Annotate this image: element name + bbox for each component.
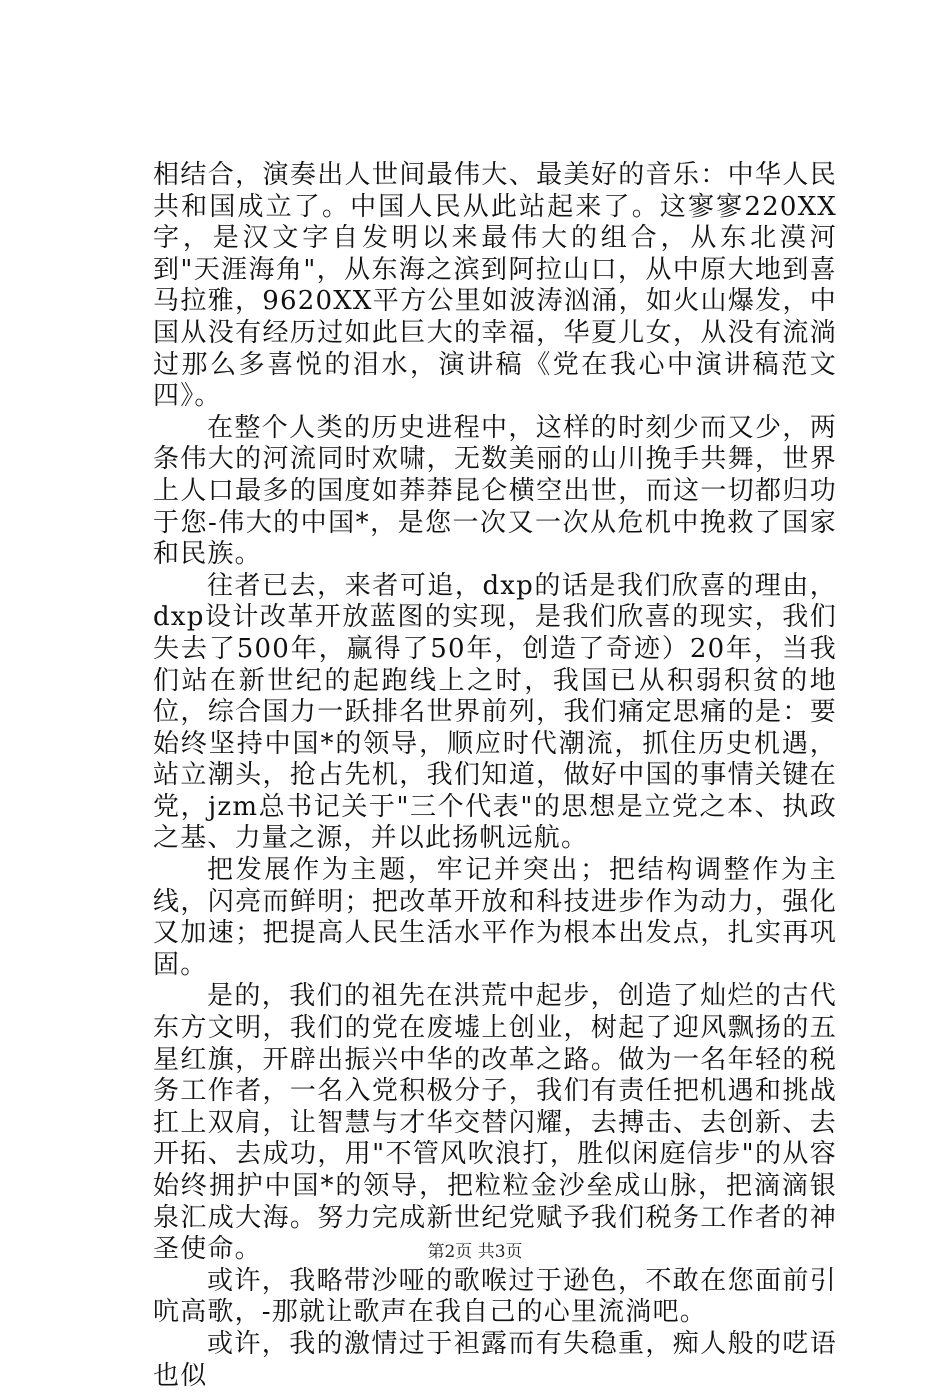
paragraph-5: 是的，我们的祖先在洪荒中起步，创造了灿烂的古代东方文明，我们的党在废墟上创业，树起了迎风飘扬的五星红旗，开辟出振兴中华的改革之路。做为一名年轻的税务工作者，一名入党积极分子，我们有责任把机遇和挑战扛上双肩，让智慧与才华交替闪耀，去搏击、去创新、去开拓、去成功，用"不管风吹浪打，胜似闲庭信步"的从容始终拥护中国*的领导，把粒粒金沙垒成山脉，把滴滴银泉汇成大海。努力完成新世纪党赋予我们税务工作者的神圣使命。 xyxy=(153,981,837,1265)
paragraph-2: 在整个人类的历史进程中，这样的时刻少而又少，两条伟大的河流同时欢啸，无数美丽的山川挽手共舞，世界上人口最多的国度如莽莽昆仑横空出世，而这一切都归功于您-伟大的中国*，是您一次又一次从危机中挽救了国家和民族。 xyxy=(153,412,837,570)
paragraph-4: 把发展作为主题，牢记并突出；把结构调整作为主线，闪亮而鲜明；把改革开放和科技进步作为动力，强化又加速；把提高人民生活水平作为根本出发点，扎实再巩固。 xyxy=(153,855,837,980)
page-number-footer: 第2页 共3页 xyxy=(427,1242,523,1262)
paragraph-6: 或许，我略带沙哑的歌喉过于逊色，不敢在您面前引吭高歌，-那就让歌声在我自己的心里流淌吧。 xyxy=(153,1265,837,1328)
paragraph-3: 往者已去，来者可追，dxp的话是我们欣喜的理由，dxp设计改革开放蓝图的实现，是我们欣喜的现实，我们失去了500年，赢得了50年，创造了奇迹）20年，当我们站在新世纪的起跑线上之时，我国已从积弱积贫的地位，综合国力一跃排名世界前列，我们痛定思痛的是：要始终坚持中国*的领导，顺应时代潮流，抓住历史机遇，站立潮头，抢占先机，我们知道，做好中国的事情关键在党，jzm总书记关于"三个代表"的思想是立党之本、执政之基、力量之源，并以此扬帆远航。 xyxy=(153,570,837,854)
paragraph-7: 或许，我的激情过于袒露而有失稳重，痴人般的呓语也似 xyxy=(153,1328,837,1391)
document-body xyxy=(153,160,837,1392)
paragraph-1: 相结合，演奏出人世间最伟大、最美好的音乐：中华人民共和国成立了。中国人民从此站起来了。这寥寥220XX字，是汉文字自发明以来最伟大的组合，从东北漠河到"天涯海角"，从东海之滨到阿拉山口，从中原大地到喜马拉雅，9620XX平方公里如波涛汹涌，如火山爆发，中国从没有经历过如此巨大的幸福，华夏儿女，从没有流淌过那么多喜悦的泪水，演讲稿《党在我心中演讲稿范文四》。 xyxy=(153,160,837,412)
